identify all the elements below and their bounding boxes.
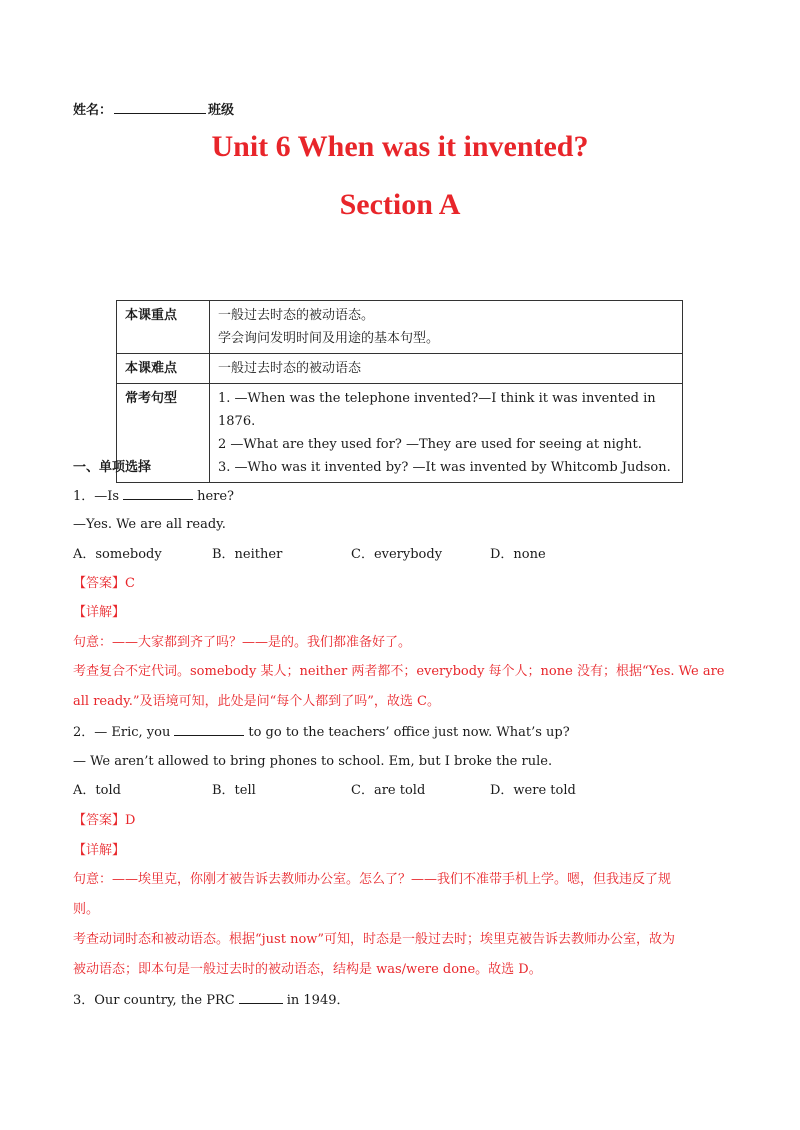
name-blank[interactable] — [114, 100, 206, 114]
stem-part: 3．Our country, the PRC — [73, 993, 235, 1008]
explain-line: 被动语态；即本句是一般过去时的被动语态，结构是 was/were done。故选 D。 — [73, 962, 542, 977]
answer-2: 【答案】D — [73, 813, 136, 828]
row-head: 常考句型 — [117, 384, 210, 483]
explain-line: all ready.”及语境可知，此处是问“每个人都到了吗”，故选 C。 — [73, 694, 440, 709]
row-line: 1. —When was the telephone invented?—I think it was invented in 1876. — [218, 391, 656, 429]
question-3-stem — [73, 991, 349, 1010]
row-line: 一般过去时态的被动语态。 — [218, 308, 375, 323]
option-c: C．are told — [351, 783, 426, 798]
answer-blank[interactable] — [174, 723, 244, 736]
page-subtitle: Section A — [339, 188, 461, 221]
explain-line: 考查复合不定代词。somebody 某人；neither 两者都不；everybody 每个人；none 没有；根据“Yes. We are — [73, 664, 725, 679]
row-head: 本课重点 — [117, 301, 210, 354]
answer-blank[interactable] — [123, 487, 193, 500]
option-b: B．neither — [212, 547, 283, 562]
option-c: C．everybody — [351, 547, 443, 562]
key-points-table — [116, 300, 683, 483]
explain-line: 考查动词时态和被动语态。根据“just now”可知，时态是一般过去时；埃里克被告诉去教师办公室，故为 — [73, 932, 676, 947]
page-title: Unit 6 When was it invented? — [211, 130, 589, 163]
option-a: A．told — [73, 783, 121, 798]
table-row — [117, 301, 683, 354]
stem-part: 1．—Is — [73, 489, 120, 504]
option-d: D．were told — [490, 783, 576, 798]
class-label: 班级 — [208, 103, 235, 118]
question-1-reply: —Yes. We are all ready. — [73, 517, 226, 532]
answer-1: 【答案】C — [73, 576, 135, 591]
detail-label-1: 【详解】 — [73, 605, 126, 620]
question-1-stem — [73, 487, 234, 506]
row-line: 一般过去时态的被动语态 — [218, 361, 362, 376]
option-d: D．none — [490, 547, 546, 562]
section-heading: 一、单项选择 — [73, 460, 152, 475]
name-class-line — [73, 99, 234, 118]
stem-part: to go to the teachers’ office just now. What’s up? — [248, 725, 570, 740]
row-content — [210, 301, 683, 354]
row-line: 学会询问发明时间及用途的基本句型。 — [218, 331, 440, 346]
option-b: B．tell — [212, 783, 256, 798]
stem-part: in 1949． — [286, 993, 350, 1008]
stem-part: 2．— Eric, you — [73, 725, 171, 740]
table-row — [117, 354, 683, 384]
detail-label-2: 【详解】 — [73, 843, 126, 858]
answer-blank[interactable] — [239, 991, 283, 1004]
name-label: 姓名： — [73, 103, 113, 118]
explain-line: 句意：——大家都到齐了吗？——是的。我们都准备好了。 — [73, 635, 412, 650]
question-2-stem — [73, 723, 570, 742]
question-2-reply: — We aren’t allowed to bring phones to school. Em, but I broke the rule. — [73, 754, 553, 769]
row-line: 2 —What are they used for? —They are used for seeing at night. — [218, 437, 642, 452]
explain-line: 则。 — [73, 902, 100, 917]
option-a: A．somebody — [73, 547, 162, 562]
stem-part: here? — [197, 489, 235, 504]
explain-line: 句意：——埃里克，你刚才被告诉去教师办公室。怎么了？——我们不准带手机上学。嗯，但我违反了规 — [73, 872, 672, 887]
row-content — [210, 354, 683, 384]
row-content — [210, 384, 683, 483]
table-row — [117, 384, 683, 483]
row-line: 3. —Who was it invented by? —It was invented by Whitcomb Judson. — [218, 460, 671, 475]
row-head: 本课难点 — [117, 354, 210, 384]
